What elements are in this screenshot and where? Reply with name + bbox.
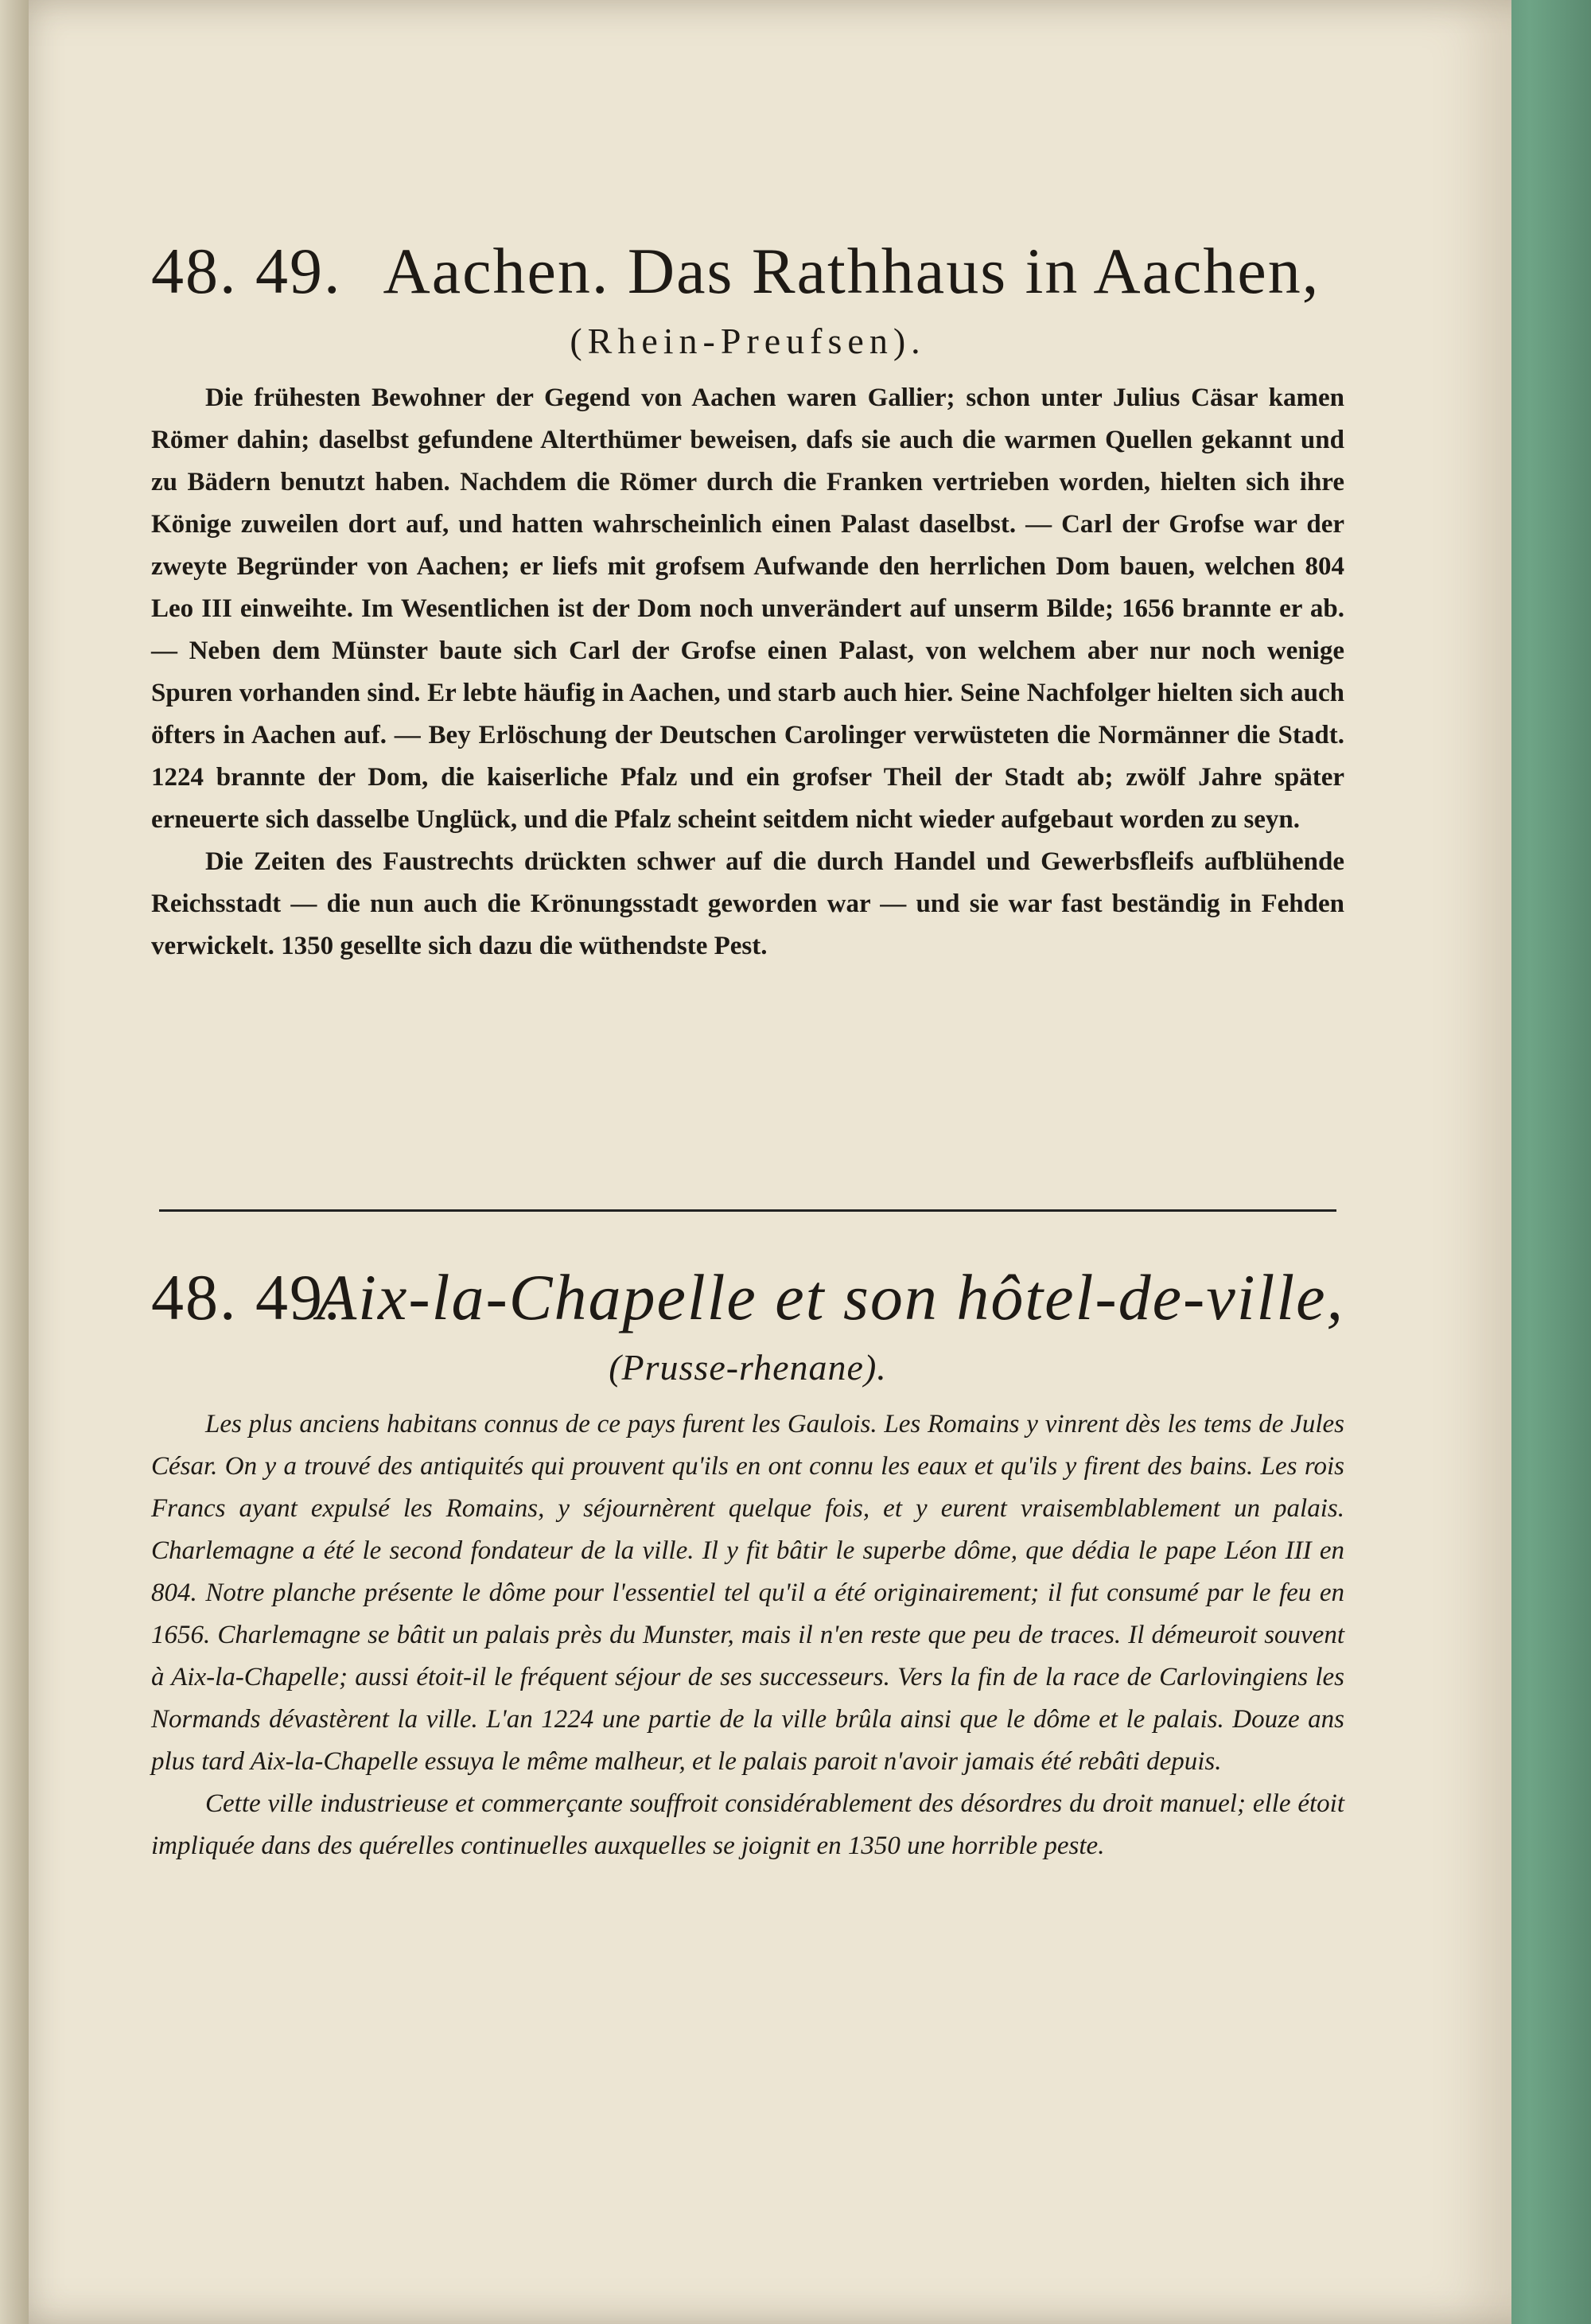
german-plate-numbers: 48. 49. — [151, 235, 342, 307]
left-page-edge — [0, 0, 29, 2324]
german-subtitle: (Rhein-Preufsen). — [570, 321, 926, 361]
german-title: Aachen. Das Rathhaus in Aachen, — [383, 235, 1321, 307]
french-subtitle: (Prusse-rhenane). — [609, 1347, 887, 1388]
german-section — [151, 235, 1344, 967]
french-paragraph-2: Cette ville industrieuse et commerçante souffroit considérablement des désordres du droit manuel; elle étoit impliquée dans des quérelles continuelles auxquelles se joignit en 1350 une horrible peste. — [151, 1789, 1344, 1860]
french-section — [151, 1261, 1344, 1867]
french-heading — [151, 1261, 1344, 1333]
french-title: Aix-la-Chapelle et son hôtel-de-ville, — [317, 1261, 1344, 1333]
german-paragraph-1: Die frühesten Bewohner der Gegend von Aachen waren Gallier; schon unter Julius Cäsar kamen Römer dahin; daselbst gefundene Alterthümer beweisen, dafs sie auch die warmen Quellen gekannt und zu Bädern benutzt haben. Nachdem die Römer durch die Franken vertrieben worden, hielten sich ihre Könige zuweilen dort auf, und hatten wahrscheinlich einen Palast daselbst. — Carl der Grofse war der zweyte Begründer von Aachen; er liefs mit grofsem Aufwande den herrlichen Dom bauen, welchen 804 Leo III einweihte. Im Wesentlichen ist der Dom noch unverändert auf unserm Bilde; 1656 brannte er ab. — Neben dem Münster baute sich Carl der Grofse einen Palast, von welchem aber nur noch wenige Spuren vorhanden sind. Er lebte häufig in Aachen, und starb auch hier. Seine Nachfolger hielten sich auch öfters in Aachen auf. — Bey Erlöschung der Deutschen Carolinger verwüsteten die Normänner die Stadt. 1224 brannte der Dom, die kaiserliche Pfalz und ein grofser Theil der Stadt ab; zwölf Jahre später erneuerte sich dasselbe Unglück, und die Pfalz scheint seitdem nicht wieder aufgebaut worden zu seyn. — [151, 383, 1344, 834]
section-divider — [159, 1209, 1336, 1212]
german-heading — [151, 235, 1344, 307]
german-paragraph-2: Die Zeiten des Faustrechts drückten schwer auf die durch Handel und Gewerbsfleifs aufblühende Reichsstadt — die nun auch die Krönungsstadt geworden war — und sie war fast beständig in Fehden verwickelt. 1350 gesellte sich dazu die wüthendste Pest. — [151, 847, 1344, 960]
french-paragraph-1: Les plus anciens habitans connus de ce pays furent les Gaulois. Les Romains y vinrent dès les tems de Jules César. On y a trouvé des antiquités qui prouvent qu'ils en ont connu les eaux et qu'ils y firent des bains. Les rois Francs ayant expulsé les Romains, y séjournèrent quelque fois, et y eurent vraisemblablement un palais. Charlemagne a été le second fondateur de la ville. Il y fit bâtir le superbe dôme, que dédia le pape Léon III en 804. Notre planche présente le dôme pour l'essentiel tel qu'il a été originairement; il fut consumé par le feu en 1656. Charlemagne se bâtit un palais près du Munster, mais il n'en reste que peu de traces. Il démeuroit souvent à Aix-la-Chapelle; aussi étoit-il le fréquent séjour de ses successeurs. Vers la fin de la race de Carlovingiens les Normands dévastèrent la ville. L'an 1224 une partie de la ville brûla ainsi que le dôme et le palais. Douze ans plus tard Aix-la-Chapelle essuya le même malheur, et le palais paroit n'avoir jamais été rebâti depuis. — [151, 1410, 1344, 1776]
french-plate-numbers: 48. 49. — [151, 1261, 342, 1333]
